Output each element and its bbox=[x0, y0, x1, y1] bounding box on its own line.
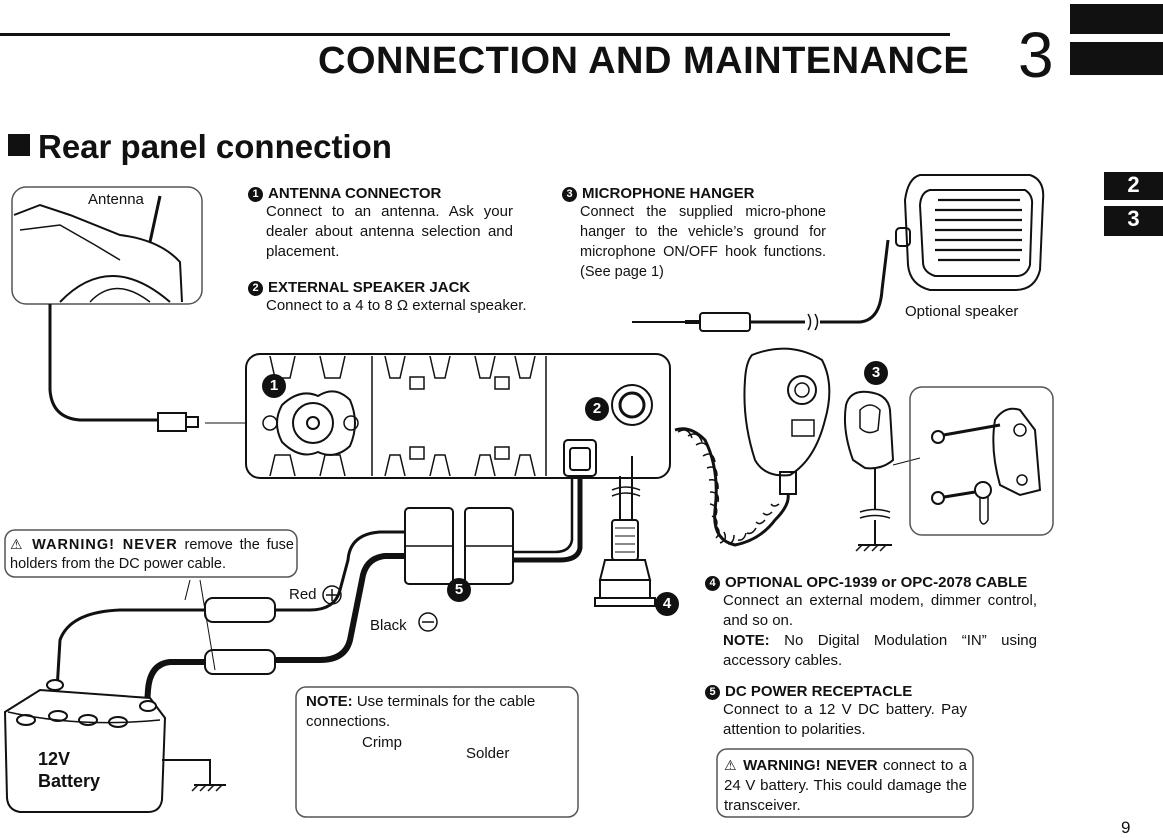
note-text: No Digital Modulation “IN” using accessory cables. bbox=[723, 632, 1037, 669]
item-number-badge: 2 bbox=[248, 281, 263, 296]
item-body: Connect an external modem, dimmer control, and so on. bbox=[723, 592, 1037, 629]
note-label: NOTE: bbox=[306, 693, 353, 710]
battery-word: Battery bbox=[38, 771, 101, 791]
item-external-speaker-jack bbox=[248, 279, 568, 316]
callout-2: 2 bbox=[585, 397, 609, 421]
warning-text: connect to a 24 V battery. This could damage the transceiver. bbox=[724, 757, 967, 814]
section-title: Rear panel connection bbox=[38, 128, 392, 165]
item-dc-power-receptacle bbox=[705, 683, 967, 740]
item-body: Connect to a 4 to 8 Ω external speaker. bbox=[266, 297, 527, 314]
solder-label: Solder bbox=[466, 745, 510, 762]
optional-speaker-label: Optional speaker bbox=[905, 303, 1019, 320]
callout-4: 4 bbox=[655, 592, 679, 616]
red-wire-label: Red bbox=[289, 586, 317, 603]
note-label: NOTE: bbox=[723, 632, 770, 649]
item-number-badge: 1 bbox=[248, 187, 263, 202]
item-antenna-connector bbox=[248, 185, 513, 262]
warning-label: WARNING! NEVER bbox=[32, 537, 178, 553]
item-number-badge: 4 bbox=[705, 576, 720, 591]
note-terminals bbox=[306, 692, 571, 732]
battery-label bbox=[38, 748, 100, 792]
item-number-badge: 5 bbox=[705, 685, 720, 700]
note-text: Use terminals for the cable connections. bbox=[306, 693, 536, 730]
item-body: Connect to a 12 V DC battery. Pay attention to polarities. bbox=[723, 701, 967, 738]
battery-voltage: 12V bbox=[38, 749, 71, 769]
callout-5: 5 bbox=[447, 578, 471, 602]
item-title: ANTENNA CONNECTOR bbox=[268, 185, 442, 202]
item-microphone-hanger bbox=[562, 185, 826, 282]
warning-triangle-icon: ⚠ bbox=[10, 536, 26, 552]
item-title: EXTERNAL SPEAKER JACK bbox=[268, 279, 471, 296]
warning-triangle-icon: ⚠ bbox=[724, 757, 738, 773]
item-optional-cable bbox=[705, 574, 1037, 671]
item-title: DC POWER RECEPTACLE bbox=[725, 683, 913, 700]
item-title: MICROPHONE HANGER bbox=[582, 185, 755, 202]
chapter-number: 3 bbox=[1018, 19, 1054, 91]
black-wire-label: Black bbox=[370, 617, 407, 634]
item-title: OPTIONAL OPC-1939 or OPC-2078 CABLE bbox=[725, 574, 1028, 591]
warning-text: remove the fuse holders from the DC power cable. bbox=[10, 537, 294, 572]
item-note bbox=[723, 631, 1037, 671]
crimp-label: Crimp bbox=[362, 734, 402, 751]
page-number: 9 bbox=[1121, 818, 1131, 837]
callout-3: 3 bbox=[864, 361, 888, 385]
item-body: Connect to an antenna. Ask your dealer about antenna selection and placement. bbox=[266, 203, 513, 260]
warning-label: WARNING! NEVER bbox=[743, 757, 878, 774]
side-tab-2[interactable]: 2 bbox=[1104, 172, 1163, 200]
callout-1: 1 bbox=[262, 374, 286, 398]
chapter-title: CONNECTION AND MAINTENANCE bbox=[318, 40, 970, 82]
item-body: Connect the supplied micro-phone hanger to the vehicle’s ground for microphone ON/OFF hook functions. (See page 1) bbox=[580, 204, 826, 280]
antenna-label: Antenna bbox=[88, 191, 144, 208]
item-number-badge: 3 bbox=[562, 187, 577, 202]
side-tab-3[interactable]: 3 bbox=[1104, 206, 1163, 236]
warning-fuse bbox=[10, 535, 294, 574]
warning-battery bbox=[724, 755, 967, 816]
